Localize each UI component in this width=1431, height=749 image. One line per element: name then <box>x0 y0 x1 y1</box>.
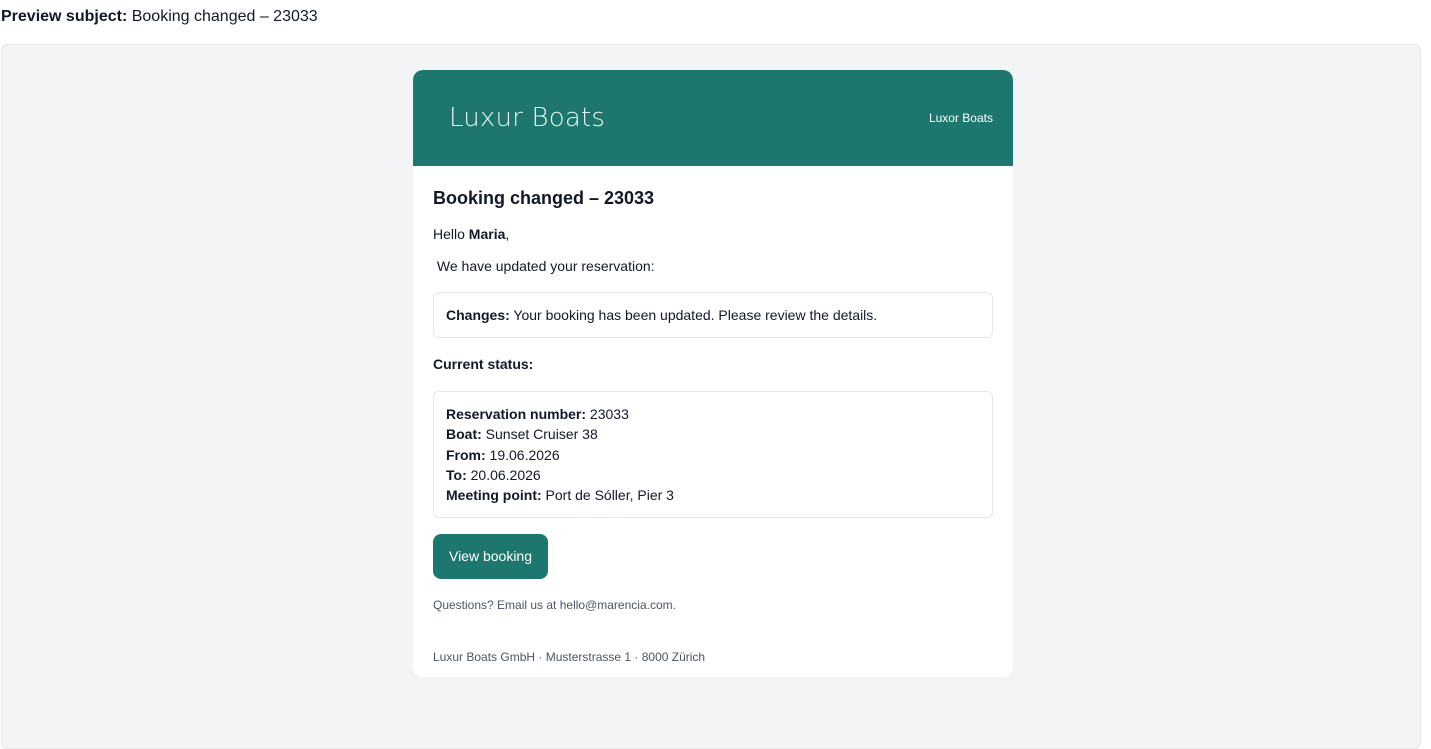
changes-text: Your booking has been updated. Please review the details. <box>509 307 878 323</box>
greeting-suffix: , <box>505 226 510 242</box>
detail-value: Port de Sóller, Pier 3 <box>541 487 674 504</box>
booking-details-box <box>433 391 993 518</box>
changes-label: Changes: <box>446 307 510 323</box>
current-status-heading: Current status: <box>433 356 534 372</box>
email-preview-frame <box>1 44 1421 749</box>
detail-row-to <box>446 465 980 485</box>
brand-logo: Luxur Boats <box>449 103 606 133</box>
email-title: Booking changed – 23033 <box>433 188 655 208</box>
detail-row-reservation-number <box>446 404 980 424</box>
view-booking-button[interactable]: View booking <box>433 534 548 579</box>
detail-label: Boat: <box>446 426 482 443</box>
detail-label: From: <box>446 446 486 463</box>
greeting-prefix: Hello <box>433 226 469 242</box>
preview-subject-text: Booking changed – 23033 <box>131 8 318 25</box>
detail-row-boat <box>446 424 980 444</box>
detail-label: Meeting point: <box>446 487 542 504</box>
preview-subject-line <box>1 7 318 27</box>
detail-label: To: <box>446 466 467 483</box>
detail-value: 20.06.2026 <box>466 466 541 483</box>
questions-contact-text: Questions? Email us at hello@marencia.com. <box>433 598 676 612</box>
detail-label: Reservation number: <box>446 406 587 422</box>
preview-subject-label: Preview subject: <box>1 8 128 25</box>
email-footer: Luxur Boats GmbH · Musterstrasse 1 · 8000 Zürich <box>433 650 706 664</box>
brand-name: Luxor Boats <box>928 111 993 125</box>
changes-box <box>433 292 993 338</box>
intro-text: We have updated your reservation: <box>433 258 655 274</box>
greeting <box>433 225 509 243</box>
email-header <box>413 70 1013 166</box>
customer-name: Maria <box>468 226 506 242</box>
detail-row-from <box>446 445 980 465</box>
detail-row-meeting-point <box>446 485 980 505</box>
email-card <box>413 70 1013 677</box>
detail-value: Sunset Cruiser 38 <box>481 426 598 443</box>
detail-value: 19.06.2026 <box>485 446 560 463</box>
detail-value: 23033 <box>586 406 629 422</box>
